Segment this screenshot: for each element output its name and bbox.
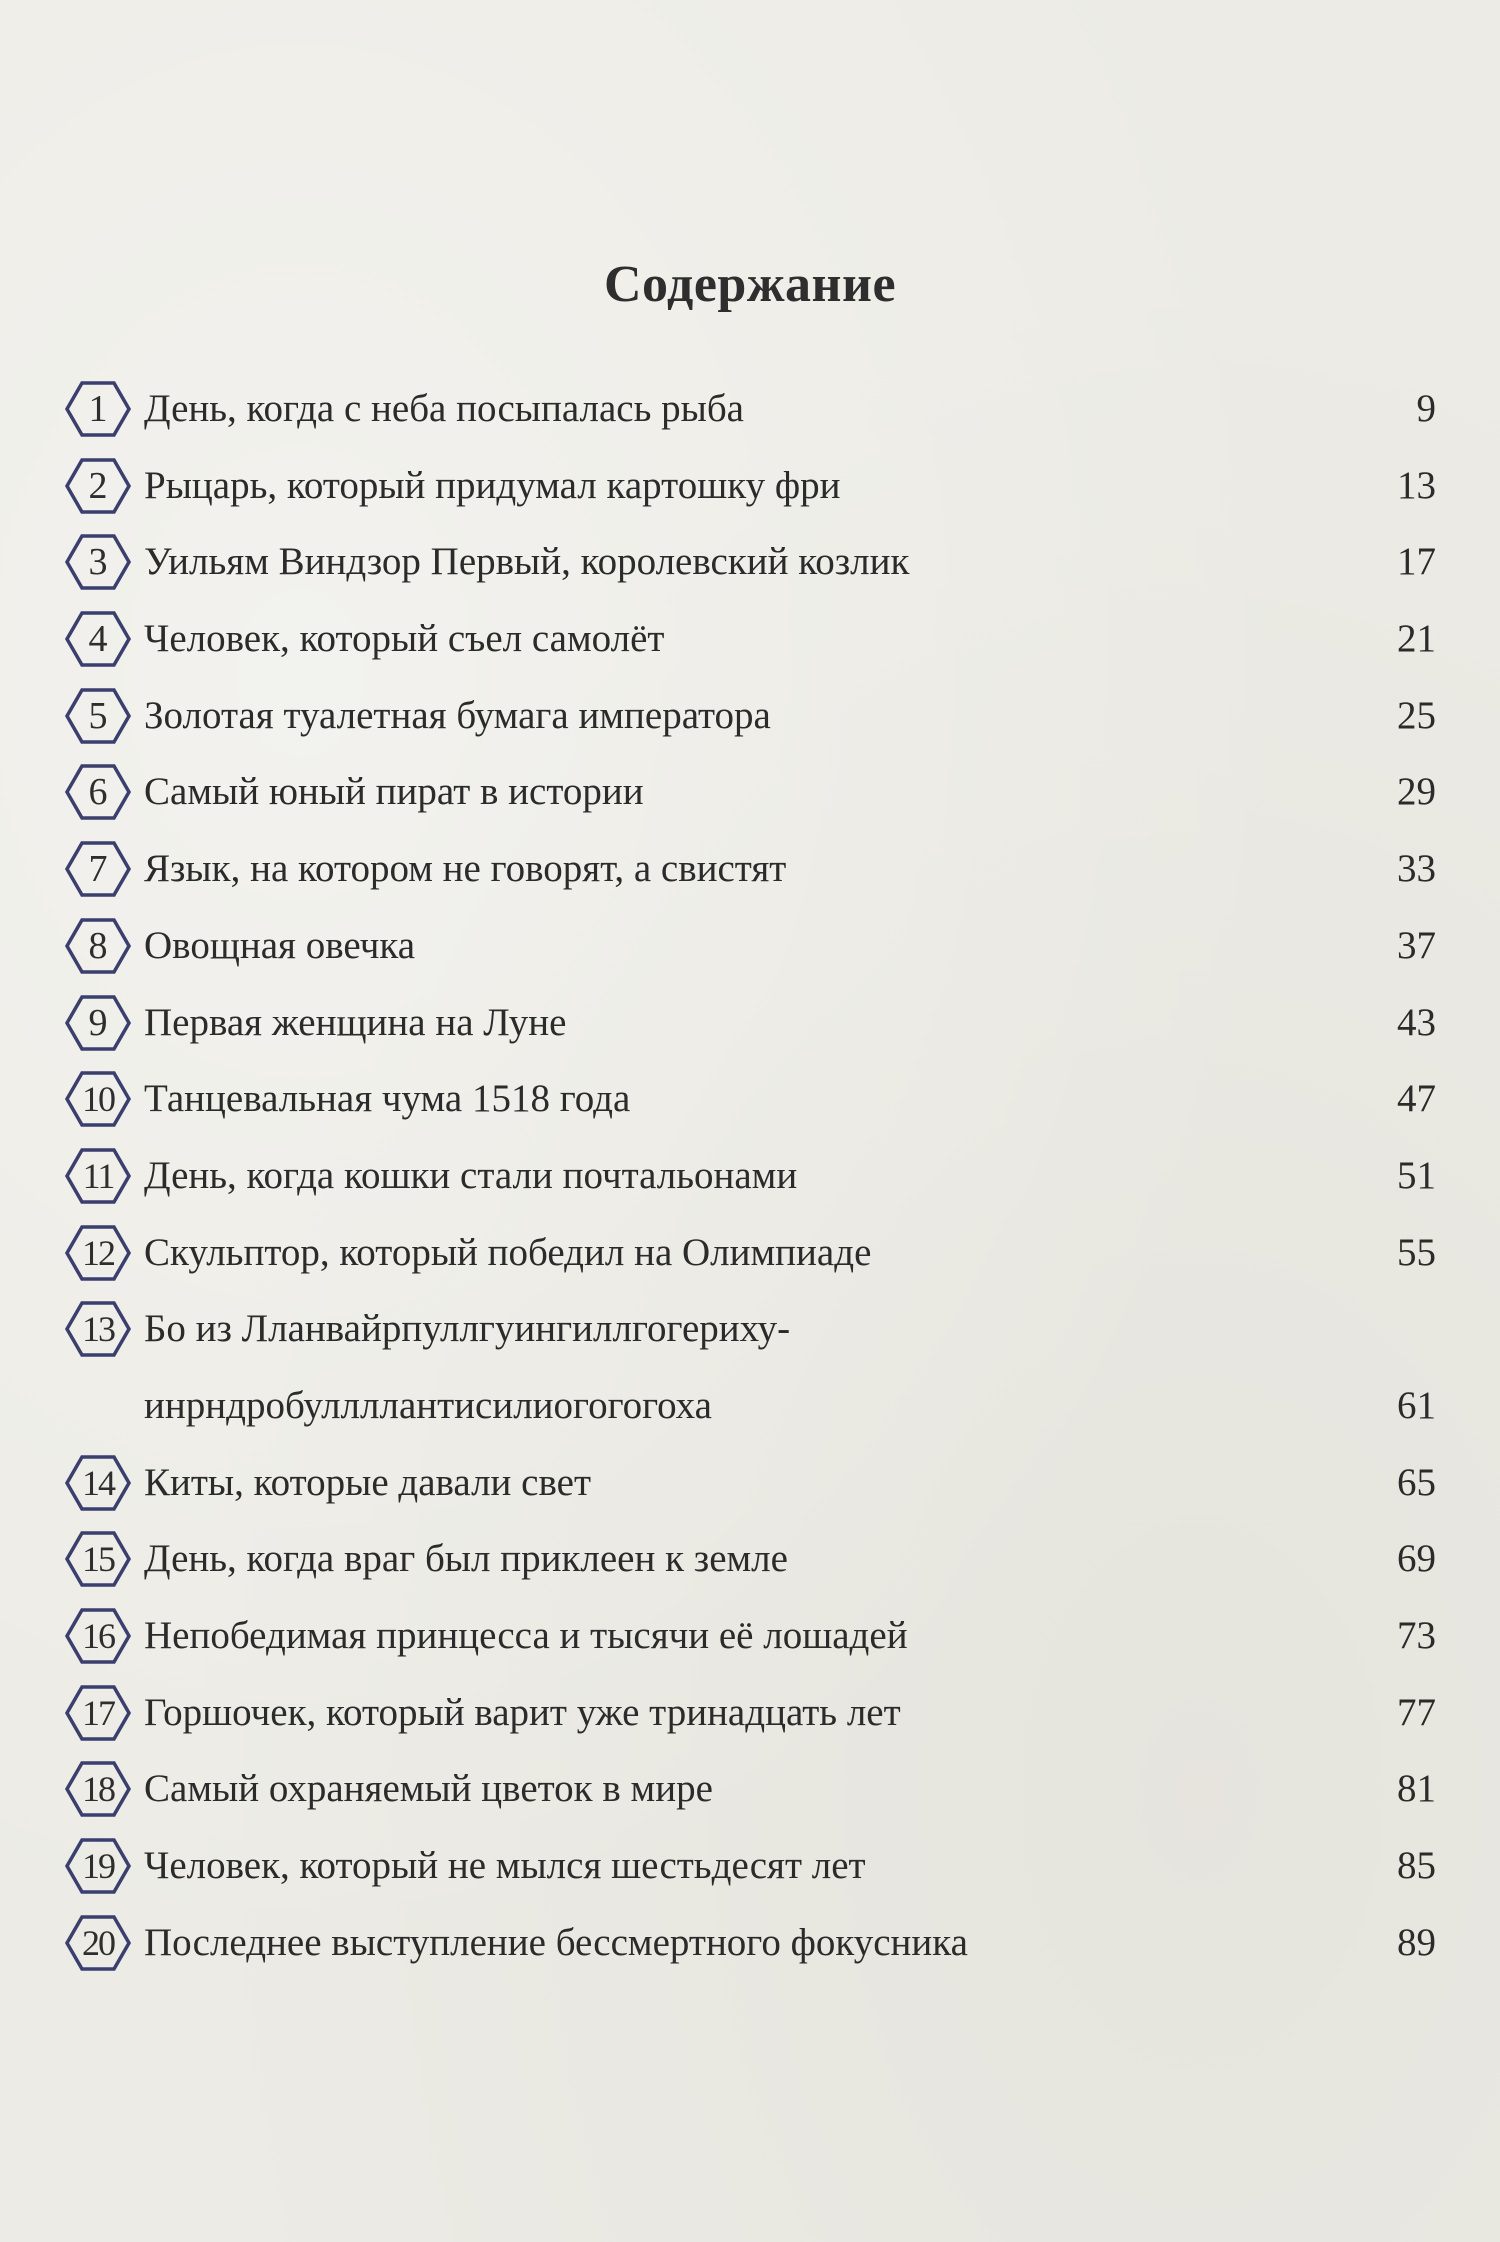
toc-entry[interactable] [0, 831, 1500, 908]
chapter-number: 20 [82, 1922, 114, 1963]
page-number: 89 [1397, 1920, 1436, 1964]
toc-entry[interactable] [0, 908, 1500, 985]
chapter-number-badge [64, 1529, 132, 1589]
chapter-number: 8 [88, 924, 108, 967]
chapter-title [144, 985, 1364, 1062]
chapter-number-badge [64, 1836, 132, 1896]
page-number: 77 [1397, 1690, 1436, 1734]
chapter-title [144, 1675, 1364, 1752]
page-number: 85 [1397, 1844, 1436, 1888]
toc-entry[interactable] [0, 524, 1500, 601]
page-number: 17 [1397, 540, 1436, 584]
chapter-number: 2 [88, 464, 108, 507]
toc-entry[interactable] [0, 1521, 1500, 1598]
chapter-number-badge [64, 993, 132, 1053]
chapter-title [144, 1138, 1364, 1215]
chapter-title-line: День, когда враг был приклеен к земле [144, 1537, 788, 1581]
chapter-number-badge [64, 1223, 132, 1283]
toc-entry[interactable] [0, 1215, 1500, 1292]
chapter-title [144, 908, 1364, 985]
chapter-title [144, 1828, 1364, 1905]
page-number: 37 [1397, 923, 1436, 967]
page-number: 25 [1397, 693, 1436, 737]
page-number: 43 [1397, 1000, 1436, 1044]
chapter-title [144, 678, 1364, 755]
chapter-title [144, 1061, 1364, 1138]
chapter-title-line: Бо из Лланвайрпуллгуингиллгогериху- [144, 1307, 791, 1351]
chapter-title [144, 1521, 1364, 1598]
chapter-title [144, 1905, 1364, 1982]
page-number: 13 [1397, 463, 1436, 507]
toc-entry[interactable] [0, 1598, 1500, 1675]
toc-entry[interactable] [0, 1061, 1500, 1138]
toc-entry[interactable] [0, 754, 1500, 831]
chapter-title [144, 1751, 1364, 1828]
chapter-number-badge [64, 1146, 132, 1206]
chapter-title-line: Человек, который съел самолёт [144, 617, 665, 661]
chapter-number: 1 [88, 388, 108, 430]
toc-entry[interactable] [0, 1675, 1500, 1752]
chapter-number-badge [64, 1759, 132, 1819]
page-number: 51 [1397, 1153, 1436, 1197]
chapter-number: 6 [88, 771, 108, 814]
chapter-title-line: Горшочек, который варит уже тринадцать лет [144, 1690, 901, 1734]
chapter-title-line: Овощная овечка [144, 923, 416, 967]
table-of-contents [0, 371, 1500, 1981]
chapter-title-line: День, когда кошки стали почтальонами [144, 1153, 798, 1197]
page-number: 81 [1397, 1767, 1436, 1811]
toc-entry[interactable] [0, 1138, 1500, 1215]
chapter-number: 16 [82, 1616, 114, 1657]
chapter-title-line: Уильям Виндзор Первый, королевский козлик [144, 540, 910, 584]
chapter-number: 19 [82, 1846, 114, 1887]
chapter-number: 5 [88, 694, 108, 737]
page-number: 33 [1397, 847, 1436, 891]
chapter-title-line: Последнее выступление бессмертного фокусника [144, 1920, 968, 1964]
chapter-title-line: Первая женщина на Луне [144, 1000, 567, 1044]
chapter-number-badge [64, 762, 132, 822]
chapter-number-badge [64, 1453, 132, 1513]
chapter-number: 15 [82, 1539, 114, 1580]
chapter-title-line: Киты, которые давали свет [144, 1460, 592, 1504]
page-number: 9 [1416, 387, 1436, 430]
chapter-number: 18 [82, 1769, 114, 1810]
chapter-title-line: День, когда с неба посыпалась рыба [144, 387, 744, 430]
page-number: 29 [1397, 770, 1436, 814]
toc-entry[interactable] [0, 601, 1500, 678]
toc-entry[interactable] [0, 985, 1500, 1062]
toc-entry[interactable] [0, 1291, 1500, 1444]
chapter-number: 14 [82, 1462, 114, 1503]
chapter-number-badge [64, 1913, 132, 1973]
page-number: 61 [1397, 1383, 1436, 1427]
chapter-title-line: Самый охраняемый цветок в мире [144, 1767, 713, 1811]
toc-entry[interactable] [0, 1751, 1500, 1828]
chapter-title [144, 1291, 1364, 1444]
chapter-number: 9 [88, 1001, 108, 1044]
chapter-title [144, 754, 1364, 831]
chapter-number-badge [64, 1299, 132, 1359]
chapter-title [144, 1598, 1364, 1675]
chapter-number: 12 [82, 1232, 114, 1273]
chapter-number: 10 [82, 1079, 114, 1120]
page-title: Содержание [603, 255, 897, 313]
page-number: 73 [1397, 1614, 1436, 1658]
chapter-number-badge [64, 1606, 132, 1666]
chapter-number-badge [64, 609, 132, 669]
page-number: 55 [1397, 1230, 1436, 1274]
toc-entry[interactable] [0, 448, 1500, 525]
toc-entry[interactable] [0, 1828, 1500, 1905]
chapter-number: 17 [82, 1692, 114, 1733]
chapter-title-line: Золотая туалетная бумага императора [144, 693, 771, 737]
page-number: 69 [1397, 1537, 1436, 1581]
chapter-number-badge [64, 916, 132, 976]
chapter-title [144, 1445, 1364, 1522]
chapter-title-line-2: инрндробуллллантисилиогогогоха [144, 1383, 712, 1427]
chapter-number-badge [64, 379, 132, 439]
chapter-title-line: Непобедимая принцесса и тысячи её лошадей [144, 1614, 908, 1658]
chapter-number: 7 [88, 848, 108, 891]
chapter-title [144, 831, 1364, 908]
chapter-number: 11 [82, 1155, 114, 1196]
toc-entry[interactable] [0, 678, 1500, 755]
chapter-title-line: Танцевальная чума 1518 года [144, 1077, 631, 1121]
chapter-title [144, 601, 1364, 678]
chapter-title [144, 524, 1364, 601]
chapter-title [144, 1215, 1364, 1292]
chapter-number-badge [64, 532, 132, 592]
chapter-title-line: Скульптор, который победил на Олимпиаде [144, 1230, 872, 1274]
chapter-title-line: Самый юный пират в истории [144, 770, 644, 814]
page-number: 65 [1397, 1460, 1436, 1504]
toc-entry[interactable] [0, 1905, 1500, 1982]
chapter-title-line: Рыцарь, который придумал картошку фри [144, 463, 841, 507]
page-number: 21 [1397, 617, 1436, 661]
chapter-number: 4 [88, 618, 108, 661]
chapter-number-badge [64, 839, 132, 899]
chapter-number-badge [64, 456, 132, 516]
chapter-number-badge [64, 1683, 132, 1743]
chapter-title-line: Язык, на котором не говорят, а свистят [144, 847, 787, 891]
toc-entry[interactable] [0, 1445, 1500, 1522]
chapter-number: 13 [82, 1309, 114, 1350]
toc-entry[interactable] [0, 371, 1500, 448]
chapter-number-badge [64, 686, 132, 746]
chapter-number: 3 [88, 541, 108, 584]
chapter-title [144, 371, 1364, 448]
chapter-title-line: Человек, который не мылся шестьдесят лет [144, 1844, 866, 1888]
chapter-number-badge [64, 1069, 132, 1129]
page-number: 47 [1397, 1077, 1436, 1121]
chapter-title [144, 448, 1364, 525]
